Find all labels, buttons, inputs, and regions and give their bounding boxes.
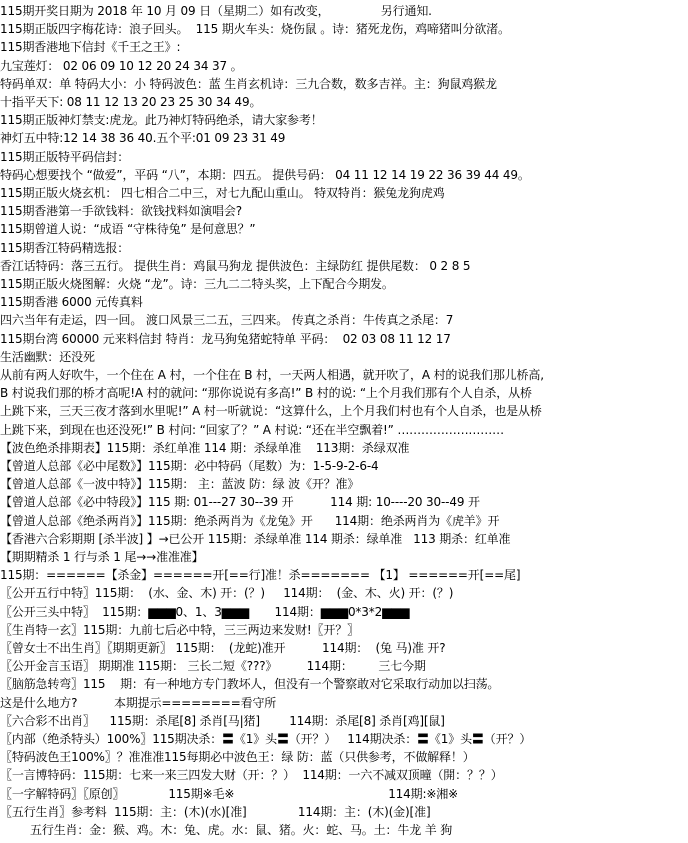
text-line: 【波色绝杀排期表】115期：杀红单准 114 期：杀绿单准 113期：杀绿双准 (0, 440, 410, 455)
text-line: 特码心想要找个 “做爱”，平码 “八”，本期：四五。 提供号码： 04 11 12 14 19 22 36 39 44 49。 (0, 167, 530, 182)
text-line: 这是什么地方? 本期提示========看守所 (0, 695, 277, 710)
text-line: 【曾道人总部《必中特段》】115 期: 01---27 30--39 开 114 期: 10----20 30--49 开 (0, 495, 480, 510)
text-line: 〖五行生肖〗参考料 115期：主：(木)(水)[准] 114期：主：(木)(金)[准] (0, 804, 431, 819)
text-line: 十指平天下: 08 11 12 13 20 23 25 30 34 49。 (0, 95, 262, 109)
text-line: 〖六合彩不出肖〗 115期：杀尾[8] 杀肖[马|猪] 114期：杀尾[8] 杀肖[鸡][鼠] (0, 713, 445, 728)
text-line: 【曾道人总部《必中尾数》】115期：必中特码（尾数）为：1-5-9-2-6-4 (0, 459, 379, 473)
text-line: 【香港六合彩期期 [杀半波] 】→已公开 115期：杀绿单准 114 期杀：绿单准 113 期杀：红单准 (0, 531, 511, 546)
text-line: 〖脑筋急转弯〗115 期：有一种地方专门教坏人，但没有一个警察敢对它采取行动加以扫荡。 (0, 677, 500, 692)
text-line: 九宝莲灯： 02 06 09 10 12 20 24 34 37 。 (0, 58, 243, 73)
text-line: 115期曾道人说：“成语 “守株待兔” 是何意思？” (0, 222, 256, 237)
text-line: 115期香港 6000 元传真料 (0, 295, 143, 310)
text-line: 【期期精杀 1 行与杀 1 尾→→准准准】 (0, 550, 204, 564)
text-line: 〖公开三头中特〗 115期：▆▆▆0、1、3▆▆▆ 114期：▆▆▆0*3*2▆▆▆ (0, 604, 410, 619)
text-line: B 村说我们那的桥才高呢!A 村的就问: “那你说说有多高!” B 村的说: “上个月我们那有个人自杀，从桥 (0, 386, 532, 401)
text-line: 115期正版特平码信封： (0, 149, 130, 164)
text-line: 115期开奖日期为 2018 年 10 月 09 日（星期二）如有改变， 另行通知. (0, 4, 432, 18)
text-line: 上跳下来，到现在也还没死!” B 村问: “回家了？” A 村说: “还在半空飘着!” ……………………… (0, 422, 504, 437)
text-line: 115期正版神灯禁支:虎龙。此乃神灯特码绝杀，请大家参考！ (0, 113, 323, 128)
text-line: 〖特码波色王100%〗？准准准115每期必中波色王：绿 防：蓝（只供参考，不做解释！） (0, 750, 475, 765)
text-line: 【曾道人总部《一波中特》】115期： 主：蓝波 防：绿 波《开？准》 (0, 477, 360, 492)
text-line: 〖生肖特一玄〗115期：九前七后必中特，三三两边来发财!〖开？〗 (0, 622, 359, 637)
text-line: 四六当年有走运，四一回。 渡口风景三二五，三四来。 传真之杀肖：牛传真之杀尾：7 (0, 313, 454, 328)
text-line: 〖公开金言玉语〗 期期准 115期： 三长二短《???》 114期： 三七今期 (0, 659, 426, 674)
text-line: 115期正版火烧玄机： 四七相合二中三，对七九配山重山。 特双特肖：猴兔龙狗虎鸡 (0, 186, 445, 200)
text-line: 生活幽默：还没死 (0, 349, 95, 364)
text-line: 〖公开五行中特〗115期： (水、金、木) 开：(？) 114期： (金、木、火) 开：(？) (0, 586, 454, 601)
text-line: 115期台湾 60000 元来料信封 特肖：龙马狗兔猪蛇特单 平码： 02 03 08 11 12 17 (0, 331, 451, 346)
text-line: 上跳下来，三天三夜才落到水里呢!” A 村一听就说：“这算什么，上个月我们村也有个人自杀，也是从桥 (0, 404, 542, 419)
text-line: 115期香江特码精选报： (0, 240, 130, 255)
text-line: 115期正版四字梅花诗：浪子回头。 115 期火车头：烧伤鼠 。诗：猪死龙伤，鸡啼猪叫分欲渚。 (0, 22, 510, 37)
text-line: 〖曾女士不出生肖〗〖期期更新〗 115期： (龙蛇)准开 114期： (兔 马)准 开? (0, 641, 446, 655)
text-line: 〖一言博特码：115期：七来一来三四发大财（开：？） 114期：一六不减双顶曈（開：？？） (0, 768, 503, 783)
text-line: 从前有两人好吹牛，一个住在 A 村，一个住在 B 村，一天两人相遇，就开吹了，A 村的说我们那儿桥高, (0, 368, 544, 382)
text-line: 〖内部（绝杀特头）100%〗115期决杀：〓《1》头〓（开？） 114期决杀：〓《1》头〓（开？） (0, 732, 532, 746)
text-line: 115期：======【杀金】======开[==行]准！杀======= 【1】 ======开[==尾] (0, 568, 521, 583)
text-line: 115期香港第一手欲钱料：欲钱找料如演唱会? (0, 204, 242, 219)
text-line: 〖一字解特码〗〖原创〗 115期※毛※ 114期:※湘※ (0, 786, 459, 801)
text-line: 115期正版火烧图解：火烧 “龙”。诗：三九二二特头奖，上下配合今期发。 (0, 277, 394, 291)
text-line: 神灯五中特:12 14 38 36 40.五个平:01 09 23 31 49 (0, 131, 286, 146)
text-line: 五行生肖：金：猴、鸡。木：兔、虎。水：鼠、猪。火：蛇、马。土：牛龙 羊 狗 (30, 823, 453, 837)
text-line: 香江话特码：落三五行。 提供生肖：鸡鼠马狗龙 提供波色：主绿防红 提供尾数： 0 2 8 5 (0, 258, 471, 273)
text-line: 【曾道人总部《绝杀两肖》】115期：绝杀两肖为《龙兔》开 114期：绝杀两肖为《虎羊》开 (0, 513, 500, 528)
text-line: 特码单双：单 特码大小：小 特码波色：蓝 生肖玄机诗：三九合数，数多吉祥。主：狗鼠鸡猴龙 (0, 76, 497, 91)
text-line: 115期香港地下信封《千王之王》: (0, 40, 181, 55)
